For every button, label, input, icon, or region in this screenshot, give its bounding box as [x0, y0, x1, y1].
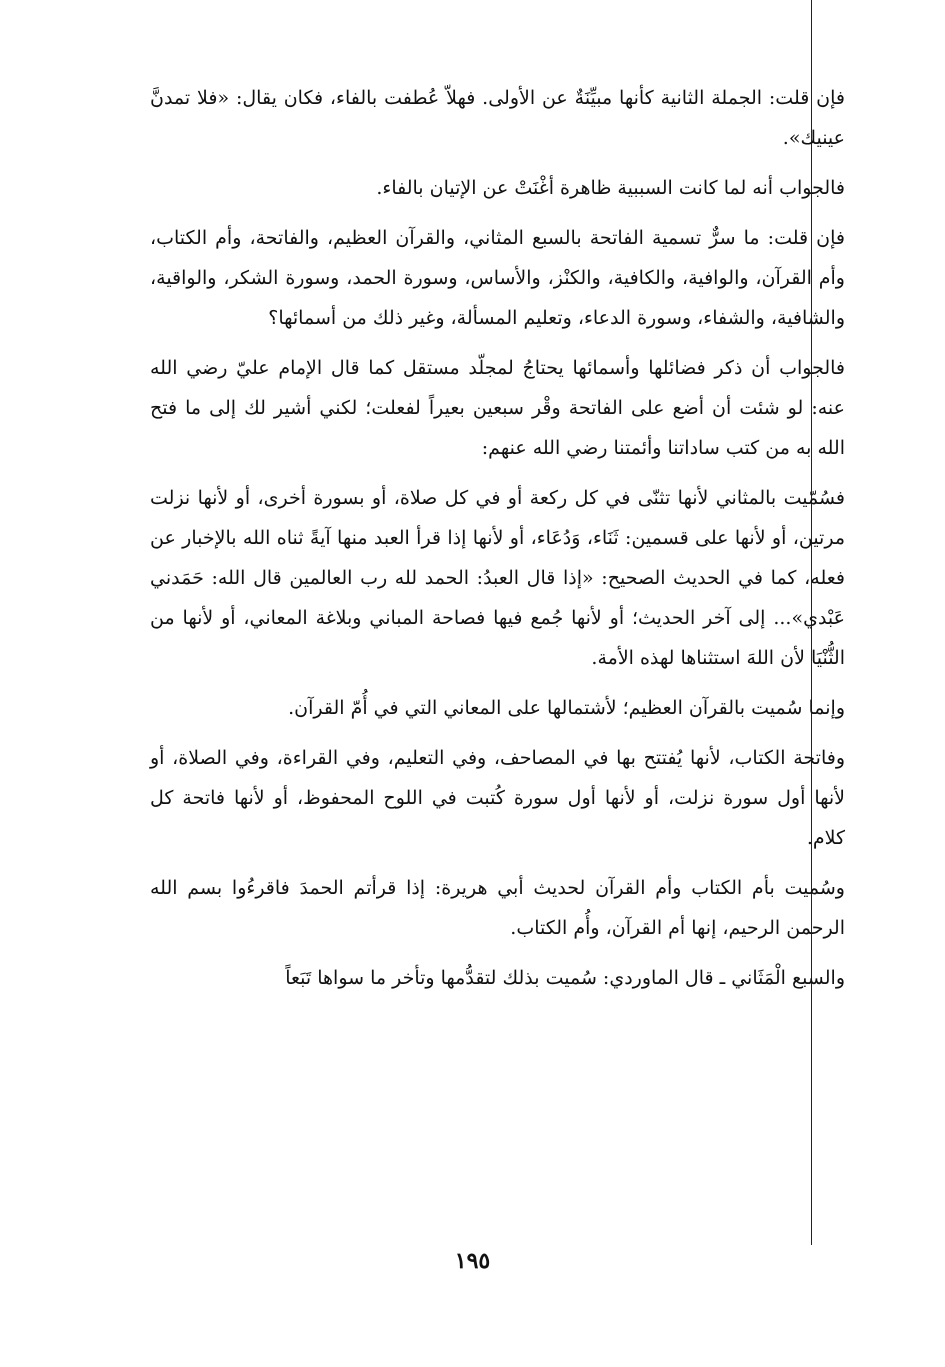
paragraph-sab-mathani: والسبع الْمَثَاني ـ قال الماوردي: سُميت بذلك لتقدُّمها وتأخر ما سواها تَبَعاً — [285, 967, 845, 989]
paragraph-fatiha: وفاتحة الكتاب، لأنها يُفتتح بها في المصاحف، وفي التعليم، وفي القراءة، وفي الصلاة، أو لأنها أول سورة نزلت، أو لأنها أول سورة كُتبت في اللوح المحفوظ، أو لأنها فاتحة كل كلام. — [150, 747, 845, 849]
paragraph-quran-azim: وإنما سُميت بالقرآن العظيم؛ لأشتمالها على المعاني التي في أُمّ القرآن. — [288, 697, 845, 719]
paragraph-question-names: فإن قلت: ما سرٌّ تسمية الفاتحة بالسبع المثاني، والقرآن العظيم، والفاتحة، وأم الكتاب، وأم القرآن، والوافية، والكافية، والكنْز، والأساس، وسورة الحمد، وسورة الشكر، والواقية، والشافية، والشفاء، وسورة الدعاء، وتعليم المسألة، وغير ذلك من أسمائها؟ — [150, 227, 845, 329]
paragraph-answer-fa: فالجواب أنه لما كانت السببية ظاهرة أغْنَتْ عن الإتيان بالفاء. — [376, 177, 845, 199]
paragraph-umm-kitab: وسُميت بأم الكتاب وأم القرآن لحديث أبي هريرة: إذا قرأتم الحمدَ فاقرءُوا بسم الله الرحمن الرحيم، إنها أم القرآن، وأُم الكتاب. — [150, 877, 845, 939]
page-number: ١٩٥ — [454, 1248, 491, 1274]
paragraph-question-fa: فإن قلت: الجملة الثانية كأنها مبيِّنَةٌ عن الأولى. فهلاّ عُطفت بالفاء، فكان يقال: «فلا تمدنَّ عينيك». — [150, 87, 845, 149]
paragraph-mathani: فسُمّيت بالمثاني لأنها تثنّى في كل ركعة أو في كل صلاة، أو بسورة أخرى، أو لأنها نزلت مرتين، أو لأنها على قسمين: ثَنَاء، وَدُعَاء، أو لأنها إذا قرأ العبد منها آيةً ثناه الله بالإخبار عن فعله، كما في الحديث الصحيح: «إذا قال العبدُ: الحمد لله رب العالمين قال الله: حَمَدني عَبْدي»... إلى آخر الحديث؛ أو لأنها جُمع فيها فصاحة المباني وبلاغة المعاني، أو لأنها من الثُّنْيَا لأن اللهَ استثناها لهذه الأمة. — [150, 487, 845, 669]
main-text — [150, 78, 845, 1008]
paragraph-answer-names: فالجواب أن ذكر فضائلها وأسمائها يحتاجُ لمجلّد مستقل كما قال الإمام عليّ رضي الله عنه: لو شئت أن أضع على الفاتحة وقْر سبعين بعيراً لفعلت؛ لكني أشير لك إلى ما فتح الله به من كتب ساداتنا وأئمتنا رضي الله عنهم: — [150, 357, 845, 459]
